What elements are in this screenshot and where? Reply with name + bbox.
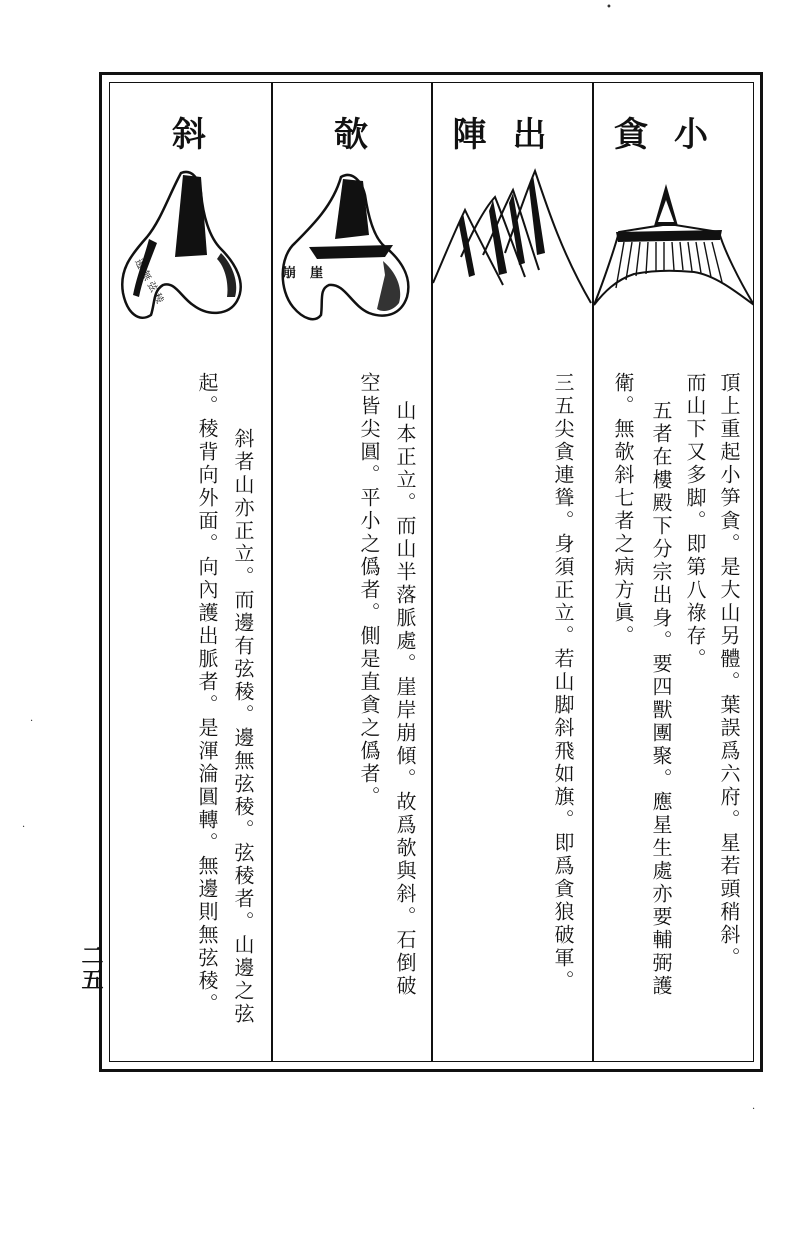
text-line: 空皆尖圓。平小之僞者。側是直貪之僞者。 [357, 372, 381, 809]
mountain-label-text: 邊無弦稜 [132, 257, 167, 309]
text-line: 起。稜背向外面。向內護出脈者。是渾淪圓轉。無邊則無弦稜。 [195, 372, 219, 1016]
text-line: 斜者山亦正立。而邊有弦稜。邊無弦稜。弦稜者。山邊之弦 [231, 428, 255, 1026]
scan-mark: · [22, 822, 26, 833]
column-title-chu-zhen [433, 106, 592, 156]
column-title-xiao-tan [594, 106, 754, 156]
mountain-label-text: 崖崩 [282, 266, 337, 281]
scan-mark: · [30, 716, 34, 727]
column-title-text: 小貪 [614, 114, 734, 155]
text-line: 衛。無欹斜七者之病方眞。 [611, 372, 635, 648]
text-line: 而山下又多脚。即第八祿存。 [683, 372, 707, 671]
scan-mark: • [606, 2, 612, 13]
column-title-text: 斜 [172, 114, 208, 155]
column-title-xie [109, 106, 271, 156]
small-greedy-mountain-illustration [594, 170, 754, 310]
scan-mark: · [752, 1104, 756, 1115]
text-line: 三五尖貪連聳。身須正立。若山脚斜飛如旗。即爲貪狼破軍。 [551, 372, 575, 993]
text-line: 五者在樓殿下分宗出身。要四獸團聚。應星生處亦要輔弼護 [649, 400, 673, 998]
battle-array-peaks-illustration [433, 165, 592, 310]
column-title-text: 出陣 [452, 114, 573, 155]
page-number: 二五 [78, 944, 104, 992]
text-line: 頂上重起小笋貪。是大山另體。葉誤爲六府。星若頭稍斜。 [717, 372, 741, 970]
text-line: 山本正立。而山半落脈處。崖岸崩傾。故爲欹與斜。石倒破 [393, 400, 417, 998]
column-title-qi [273, 106, 431, 156]
tilted-mountain-illustration [273, 165, 431, 335]
column-title-text: 欹 [334, 114, 370, 155]
slanted-mountain-illustration [109, 165, 271, 335]
